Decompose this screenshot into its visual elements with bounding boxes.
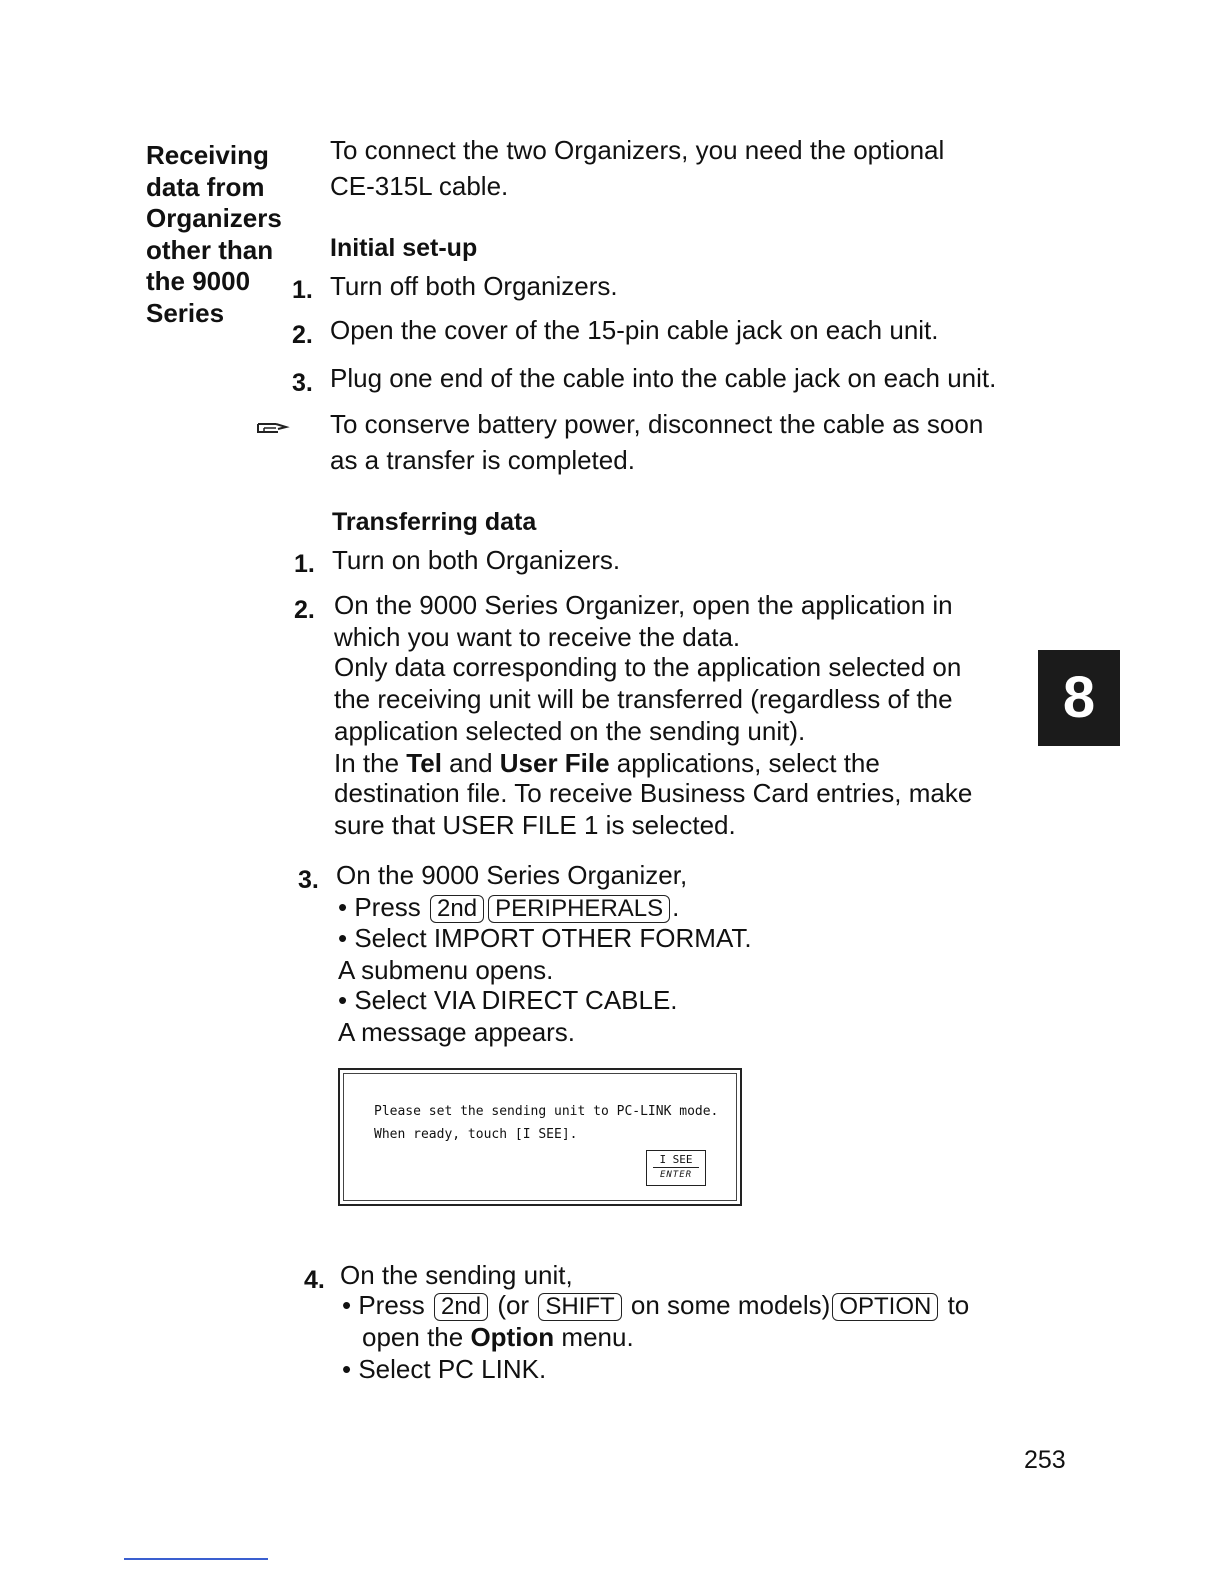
dialog-line: Please set the sending unit to PC-LINK mode. (374, 1104, 719, 1119)
i-see-button[interactable] (646, 1150, 706, 1186)
intro-line-2: CE-315L cable. (330, 171, 509, 201)
step3-line: On the 9000 Series Organizer, (336, 860, 688, 890)
step4-line: On the sending unit, (340, 1260, 573, 1290)
step2-line: On the 9000 Series Organizer, open the application in (334, 590, 953, 620)
setup-heading: Initial set-up (330, 234, 478, 262)
step3-line: A message appears. (338, 1017, 576, 1047)
step3-line: A submenu opens. (338, 955, 554, 985)
text-run: open the (362, 1322, 471, 1352)
step2-line: sure that USER FILE 1 is selected. (334, 810, 736, 840)
transfer-step-number: 1. (294, 550, 315, 578)
step2-line: which you want to receive the data. (334, 622, 741, 652)
key-peripherals: PERIPHERALS (488, 895, 670, 923)
enter-key-label: ENTER (659, 1170, 693, 1180)
text-run: on some models) (630, 1290, 831, 1320)
text-run: (or (497, 1290, 530, 1320)
text-run: and (441, 748, 500, 778)
chapter-tab: 8 (1038, 650, 1120, 746)
sidebar-line: data from (146, 171, 265, 202)
setup-step-text: Turn off both Organizers. (330, 271, 618, 301)
intro-line-1: To connect the two Organizers, you need the optional (330, 135, 945, 165)
transfer-step-number: 3. (298, 866, 319, 894)
note-line-2: as a transfer is completed. (330, 445, 635, 475)
text-run: Press (358, 1290, 425, 1320)
step3-bullet: • Select IMPORT OTHER FORMAT. (338, 923, 752, 953)
transfer-step-number: 2. (294, 596, 315, 624)
transfer-step-text: Turn on both Organizers. (332, 545, 621, 575)
setup-step-text: Open the cover of the 15-pin cable jack on each unit. (330, 315, 939, 345)
section-sidebar-title (146, 140, 282, 329)
step2-line: the receiving unit will be transferred (regardless of the (334, 684, 953, 714)
text-run: Select PC LINK. (358, 1354, 547, 1384)
step2-line: application selected on the sending unit). (334, 716, 806, 746)
sidebar-line: other than (146, 234, 274, 265)
text-run: menu. (554, 1322, 634, 1352)
message-dialog (338, 1068, 742, 1206)
text-run: Select IMPORT OTHER FORMAT. (354, 923, 752, 953)
setup-step-number: 3. (292, 369, 313, 397)
key-shift: SHIFT (538, 1293, 621, 1321)
dialog-line: When ready, touch [I SEE]. (374, 1127, 578, 1142)
note-line-1: To conserve battery power, disconnect the cable as soon (330, 409, 984, 439)
step2-line (334, 747, 880, 779)
step4-bullet: • Select PC LINK. (342, 1354, 547, 1384)
step3-press-line: • Press 2nd PERIPHERALS . (338, 892, 680, 922)
text-run: Press (354, 892, 421, 922)
key-2nd: 2nd (434, 1293, 488, 1321)
step4-line (362, 1321, 634, 1353)
setup-step-number: 1. (292, 276, 313, 304)
text-run: In the (334, 748, 407, 778)
step4-press-line: • Press 2nd (or SHIFT on some models) OPTION to (342, 1290, 970, 1320)
key-option: OPTION (832, 1293, 938, 1321)
option-menu-name: Option (470, 1322, 555, 1352)
pointing-hand-icon (256, 418, 290, 441)
text-run: to (947, 1290, 970, 1320)
step2-line: Only data corresponding to the application selected on (334, 652, 962, 682)
bottom-rule (124, 1558, 268, 1560)
key-2nd: 2nd (430, 895, 484, 923)
text-run: applications, select the (609, 748, 880, 778)
app-name-user-file: User File (499, 748, 610, 778)
page-number: 253 (1024, 1446, 1066, 1474)
sidebar-line: Organizers (146, 203, 282, 233)
app-name-tel: Tel (406, 748, 442, 778)
transfer-heading: Transferring data (332, 508, 537, 536)
dialog-frame (343, 1073, 737, 1201)
text-run: Select VIA DIRECT CABLE. (354, 985, 678, 1015)
transfer-step-number: 4. (304, 1266, 325, 1294)
setup-step-number: 2. (292, 321, 313, 349)
i-see-label: I SEE (653, 1153, 699, 1168)
dialog-text (374, 1100, 718, 1146)
sidebar-line: Series (146, 297, 225, 328)
setup-step-text: Plug one end of the cable into the cable jack on each unit. (330, 363, 997, 393)
sidebar-line: Receiving (146, 140, 269, 170)
step2-line: destination file. To receive Business Card entries, make (334, 778, 973, 808)
sidebar-line: the 9000 (146, 266, 251, 296)
step3-bullet: • Select VIA DIRECT CABLE. (338, 985, 678, 1015)
